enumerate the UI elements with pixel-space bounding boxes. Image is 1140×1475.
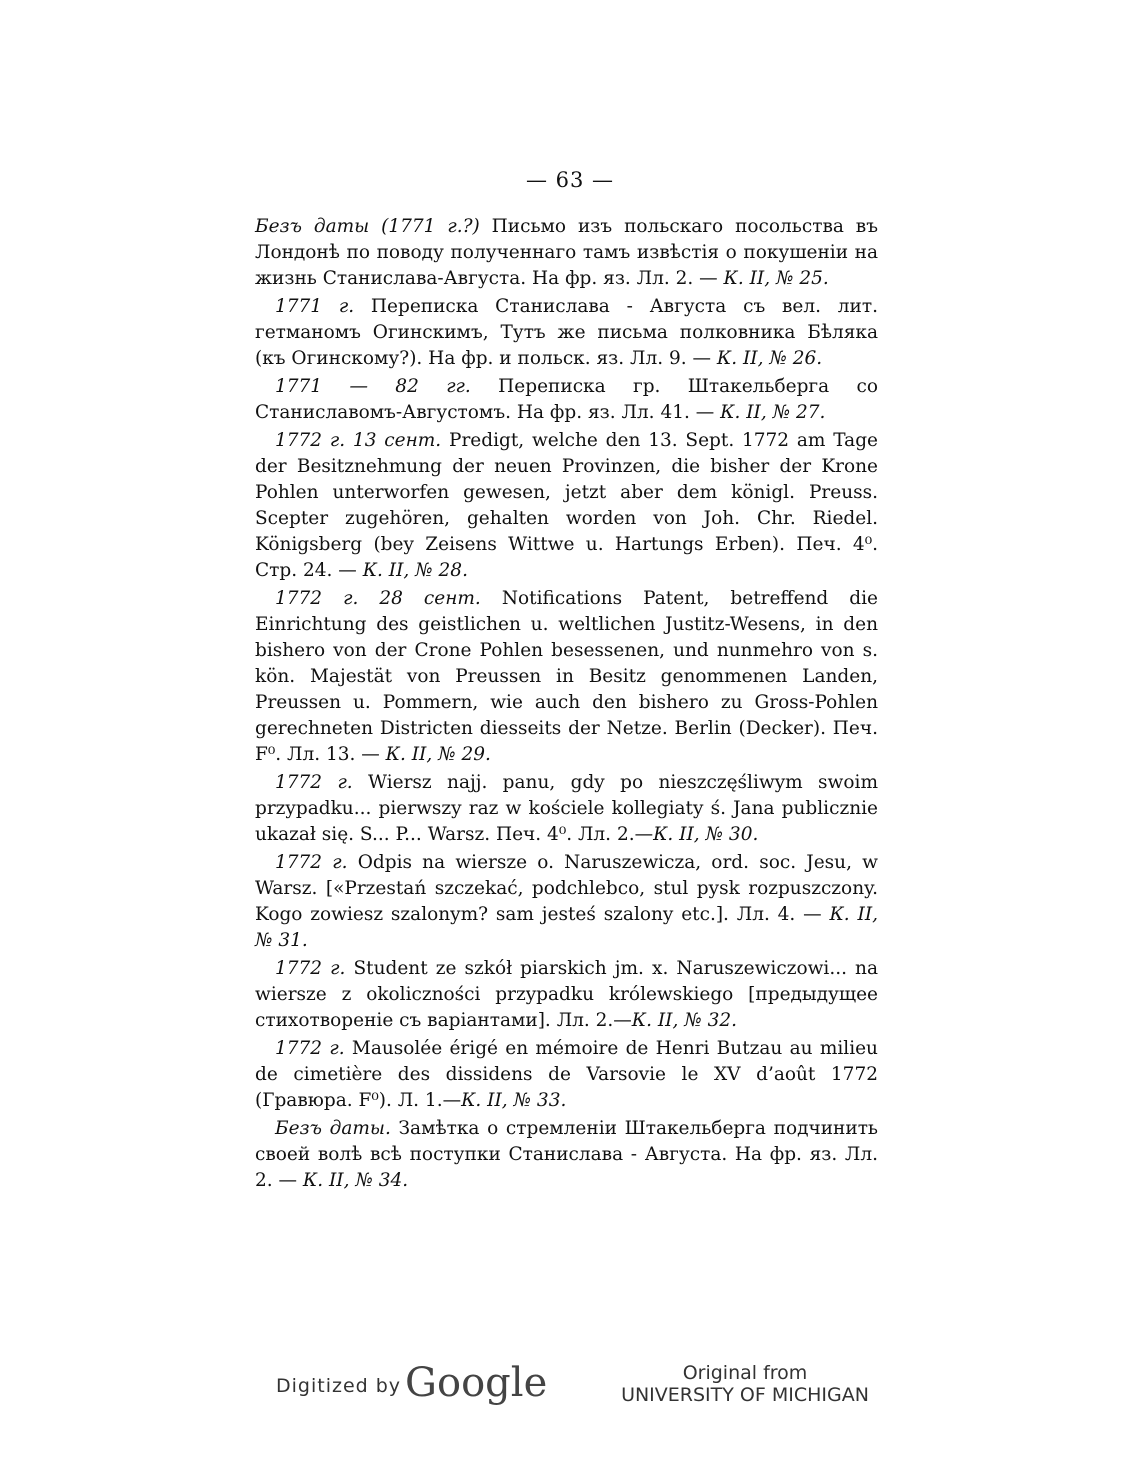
entry-text: Student ze szkół piarskich jm. x. Naruszewiczowi... na wiersze z okoliczności przypadku królewskiego [предыдущее стихотвореніе съ варіантами]. Лл. 2.— [255,958,878,1031]
entry-reference: К. II, № 34. [302,1170,409,1191]
entry-date: 1772 г. [275,1038,345,1059]
digitized-label: D᠎igitized by [276,1375,402,1397]
catalog-entry [255,770,878,848]
entry-text: Переписка Станислава - Августа съ вел. лит. гетманомъ Огинскимъ, Тутъ же письма полковника Бѣляка (къ Огинскому?). На фр. и польск. яз. Лл. 9. — [255,296,878,369]
entry-date: Безъ даты (1771 г.?) [255,216,480,237]
page-number: — 63 — [525,168,615,192]
entry-text: Wiersz najj. panu, gdy po nieszczęśliwym swoim przypadku... pierwszy raz w kościele kollegiaty ś. Jana publicznie ukazał się. S... P... Warsz. Печ. 4⁰. Лл. 2.— [255,772,878,845]
entry-reference: К. II, № 30. [653,824,759,845]
catalog-entry [255,850,878,954]
entry-text: Переписка гр. Штакельберга со Станиславомъ-Августомъ. На фр. яз. Лл. 41. — [255,376,879,423]
entry-date: 1772 г. [275,852,348,873]
entry-reference: К. II, № 27. [720,402,826,423]
entry-text: Predigt, welche den 13. Sept. 1772 am Tage der Besitznehmung der neuen Provinzen, die bisher der Krone Pohlen unterworfen gewesen, jetzt aber dem königl. Preuss. Scepter zugehören, gehalten worden von Joh. Chr. Riedel. Königsberg (bey Zeisens Wittwe u. Hartungs Erben). Печ. 4⁰. Стр. 24. — [255,430,878,581]
digitized-by-watermark [276,1360,547,1406]
catalog-entry [255,428,878,584]
catalog-entry [255,294,878,372]
catalog-entry [255,374,878,426]
entry-date: 1772 г. [275,958,346,979]
entry-date: 1771 г. [275,296,355,317]
original-from-label: Original from [682,1362,808,1384]
catalog-entry [255,1036,878,1114]
entry-reference: К. II, № 32. [631,1010,738,1031]
catalog-entry [255,1116,878,1194]
entry-reference: К. II, № 26. [716,348,823,369]
entry-text: Письмо изъ польскаго посольства въ Лондонѣ по поводу полученнаго тамъ извѣстія о покушеніи на жизнь Станислава-Августа. На фр. яз. Лл. 2. — [255,216,878,289]
entry-reference: К. II, № 31. [255,904,879,951]
university-label: UNIVERSITY OF MICHIGAN [621,1384,869,1406]
entry-date: Безъ даты. [275,1118,391,1139]
entry-date: 1772 г. [275,772,353,793]
google-logo: Google [405,1360,548,1406]
catalog-entries [255,214,878,1196]
entry-date: 1771 — 82 гг. [275,376,471,397]
entry-reference: К. II, № 29. [385,744,491,765]
entry-date: 1772 г. 13 сент. [275,430,442,451]
entry-text: Notifications Patent, betreffend die Einrichtung des geistlichen u. weltlichen Justitz-Wesens, in den bishero von der Crone Pohlen besessenen, und nunmehro von s. kön. Majestät von Preussen in Besitz genommenen Landen, Preussen u. Pommern, wie auch den bishero zu Gross-Pohlen gerechneten Districten diesseits der Netze. Berlin (Decker). Печ. F⁰. Лл. 13. — [255,588,878,765]
catalog-entry [255,586,878,768]
catalog-entry [255,956,878,1034]
entry-reference: К. II, № 33. [461,1090,567,1111]
original-source-watermark [610,1362,880,1406]
entry-text: Mausolée érigé en mémoire de Henri Butzau au milieu de cimetière des dissidens de Varsovie le XV d’août 1772 (Гравюра. F⁰). Л. 1.— [255,1038,878,1111]
entry-text: Замѣтка о стремленіи Штакельберга подчинить своей волѣ всѣ поступки Станислава - Августа. На фр. яз. Лл. 2. — [255,1118,879,1191]
entry-text: Odpis na wiersze o. Naruszewicza, ord. soc. Jesu, w Warsz. [«Przestań szczekać, podchlebco, stul pysk rozpuszczony. Kogo zowiesz szalonym? sam jesteś szalony etc.]. Лл. 4. — [255,852,878,925]
entry-reference: К. II, № 25. [723,268,829,289]
entry-reference: К. II, № 28. [362,560,468,581]
entry-date: 1772 г. 28 сент. [275,588,481,609]
catalog-entry [255,214,878,292]
